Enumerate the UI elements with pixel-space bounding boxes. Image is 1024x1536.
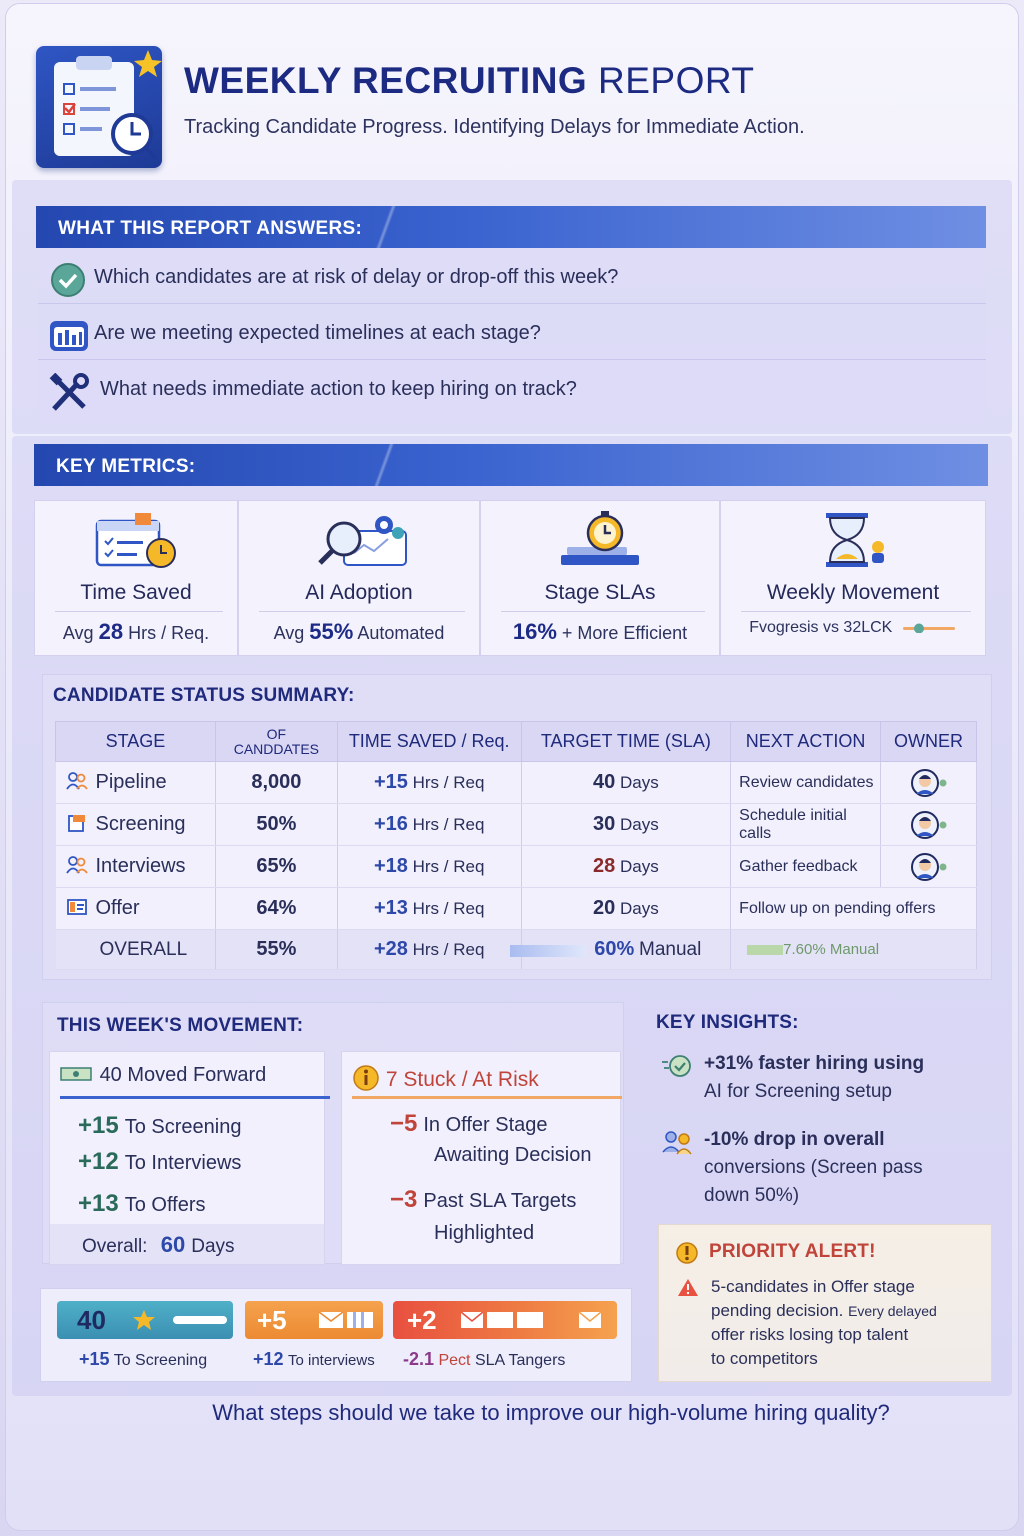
next-action: Schedule initial calls xyxy=(731,804,881,846)
sla-value: 30 xyxy=(592,813,616,835)
metric-value xyxy=(239,619,479,645)
metric-label: AI Adoption xyxy=(305,581,413,604)
stuck-panel xyxy=(341,1051,621,1265)
stage-name: Screening xyxy=(95,813,186,835)
forward-item xyxy=(78,1112,241,1140)
metric-value xyxy=(721,619,985,637)
warning-triangle-icon xyxy=(677,1277,699,1297)
avatar xyxy=(911,852,947,882)
answer-item xyxy=(38,360,986,416)
moved-forward-panel xyxy=(49,1051,325,1265)
stuck-label: / At Risk xyxy=(461,1068,539,1091)
strip-label-text: SLA Tangers xyxy=(474,1352,566,1369)
avatar xyxy=(911,810,947,840)
next-action: Review candidates xyxy=(731,762,881,804)
people-icon xyxy=(66,856,88,874)
stuck-line2: Highlighted xyxy=(434,1222,535,1244)
alert-line: pending decision. xyxy=(711,1301,844,1320)
stuck-line1: In Offer Stage xyxy=(423,1114,548,1136)
overall-label: Overall: xyxy=(82,1236,148,1257)
time-saved-value: +16 xyxy=(373,813,408,835)
candidate-count: 64% xyxy=(215,888,337,930)
next-action: Follow up on pending offers xyxy=(731,888,977,930)
next-action: Gather feedback xyxy=(731,846,881,888)
table-row xyxy=(56,888,977,930)
time-saved-cell xyxy=(337,846,521,888)
stuck-title xyxy=(352,1064,539,1092)
metric-label: Weekly Movement xyxy=(766,581,940,604)
time-saved-unit: Hrs / Req xyxy=(412,773,485,792)
clipboard-clock-logo-icon xyxy=(36,46,162,168)
manual-value: 60% xyxy=(594,938,635,960)
time-saved-cell xyxy=(337,804,521,846)
time-saved-value: +15 xyxy=(373,771,408,793)
sla-value: 20 xyxy=(592,897,616,919)
strip-label xyxy=(79,1349,207,1370)
tools-icon xyxy=(48,373,88,407)
badge-sla-value: +2 xyxy=(407,1305,437,1335)
stage-name: Offer xyxy=(95,897,140,919)
envelope-grid-icon xyxy=(317,1309,377,1331)
status-heading: CANDIDATE STATUS SUMMARY: xyxy=(53,685,355,706)
calendar-chart-icon xyxy=(48,317,88,351)
candidate-count: 65% xyxy=(215,846,337,888)
forward-label: To Screening xyxy=(124,1116,242,1138)
manual-secondary xyxy=(731,930,977,970)
manual-secondary-text: 7.60% Manual xyxy=(783,941,880,958)
status-table xyxy=(55,721,977,970)
alert-heading: PRIORITY ALERT! xyxy=(709,1241,876,1262)
report-header xyxy=(36,46,986,176)
metric-value xyxy=(35,619,237,645)
forward-item xyxy=(78,1190,206,1218)
table-row xyxy=(56,846,977,888)
metric-label: Time Saved xyxy=(80,581,192,604)
time-saved-cell xyxy=(337,762,521,804)
strip-label-text: To Screening xyxy=(113,1352,208,1369)
total-time-saved xyxy=(337,930,521,970)
movement-heading: THIS WEEK'S MOVEMENT: xyxy=(57,1015,304,1036)
manual-label: Manual xyxy=(639,939,702,960)
sla-cell xyxy=(521,762,731,804)
forward-label: To Offers xyxy=(124,1194,206,1216)
table-header-row xyxy=(56,722,977,762)
check-speed-icon xyxy=(660,1052,694,1080)
page-subtitle: Tracking Candidate Progress. Identifying Delays for Immediate Action. xyxy=(184,116,805,138)
forward-value: +13 xyxy=(78,1190,119,1217)
stuck-underline xyxy=(352,1096,622,1099)
footer-question: What steps should we take to improve our high-volume hiring quality? xyxy=(212,1400,890,1425)
stage-cell xyxy=(56,804,216,846)
table-row xyxy=(56,762,977,804)
metric-post: Hrs / Req. xyxy=(128,623,210,643)
stopwatch-stack-icon xyxy=(555,511,645,569)
stuck-item xyxy=(390,1186,576,1214)
money-stack-icon xyxy=(60,1065,94,1083)
title-light: REPORT xyxy=(598,60,755,101)
stuck-item xyxy=(390,1110,548,1138)
forward-item xyxy=(78,1148,241,1176)
badge-forward-bar xyxy=(173,1316,227,1324)
stuck-value: −3 xyxy=(390,1186,418,1213)
forward-value: +12 xyxy=(78,1148,119,1175)
strip-label-value: +12 xyxy=(253,1349,284,1369)
stage-cell xyxy=(56,846,216,888)
manual-secondary-bar xyxy=(747,945,783,955)
sla-unit: Days xyxy=(619,857,659,876)
strip-label xyxy=(253,1349,375,1370)
strip-label-mid: Pect xyxy=(438,1352,471,1369)
time-saved-unit: Hrs / Req xyxy=(412,857,485,876)
sla-unit: Days xyxy=(619,773,659,792)
time-saved-unit: Hrs / Req xyxy=(412,899,485,918)
report-page xyxy=(6,4,1018,1530)
key-insights xyxy=(646,1002,992,1212)
hourglass-icon xyxy=(808,511,898,569)
col-stage: STAGE xyxy=(56,722,216,762)
stuck-line2: Awaiting Decision xyxy=(434,1144,592,1166)
col-candidates-top: OF xyxy=(266,725,287,742)
col-target: TARGET TIME (SLA) xyxy=(521,722,731,762)
col-time-saved: TIME SAVED / Req. xyxy=(337,722,521,762)
answer-item xyxy=(38,248,986,304)
table-total-row xyxy=(56,930,977,970)
stage-cell xyxy=(56,888,216,930)
overall-unit: Days xyxy=(191,1236,235,1257)
alert-line: 5-candidates in Offer stage xyxy=(711,1277,915,1296)
metric-number: 28 xyxy=(98,619,124,644)
alert-line-small: Every delayed xyxy=(848,1303,937,1319)
metric-post: Fvogresis vs 32LCK xyxy=(749,619,893,636)
weekly-movement xyxy=(42,1002,624,1264)
magnifier-gear-icon xyxy=(314,511,404,569)
metrics-heading: KEY METRICS: xyxy=(34,444,988,486)
sla-value: 28 xyxy=(592,855,616,877)
stage-name: Pipeline xyxy=(95,771,167,793)
calendar-clock-icon xyxy=(91,511,181,569)
people-icon xyxy=(66,772,88,790)
alert-line: offer risks losing top talent xyxy=(711,1325,909,1344)
total-time-saved-value: +28 xyxy=(373,938,408,960)
avatar xyxy=(911,768,947,798)
time-saved-unit: Hrs / Req xyxy=(412,815,485,834)
stuck-value: −5 xyxy=(390,1110,418,1137)
sla-unit: Days xyxy=(619,815,659,834)
insight-line: down 50%) xyxy=(704,1185,800,1206)
badge-interviews-value: +5 xyxy=(257,1305,287,1335)
strip-label-text: To interviews xyxy=(288,1352,375,1369)
sla-cell xyxy=(521,804,731,846)
metric-divider xyxy=(501,611,705,612)
answer-text: Are we meeting expected timelines at each stage? xyxy=(94,322,541,344)
strip-label-value: +15 xyxy=(79,1349,110,1369)
stuck-count: 7 Stuck xyxy=(385,1068,456,1091)
badge-sla xyxy=(393,1301,617,1339)
page-title xyxy=(184,60,755,102)
moved-forward-text: 40 Moved Forward xyxy=(99,1064,267,1086)
metric-card-time-saved xyxy=(34,500,238,656)
sla-cell xyxy=(521,846,731,888)
metric-post: Automated xyxy=(357,623,445,643)
insight-item xyxy=(704,1050,924,1106)
forward-label: To Interviews xyxy=(124,1152,242,1174)
owner-cell xyxy=(881,762,977,804)
alert-icon xyxy=(675,1241,699,1265)
answers-list xyxy=(38,248,986,424)
badge-forward-value: 40 xyxy=(77,1305,106,1335)
stage-cell xyxy=(56,762,216,804)
metric-pre: Avg xyxy=(273,623,305,643)
answer-text: Which candidates are at risk of delay or drop-off this week? xyxy=(94,266,619,288)
owner-cell xyxy=(881,846,977,888)
insight-line: conversions (Screen pass xyxy=(704,1157,923,1178)
total-label: OVERALL xyxy=(56,930,216,970)
answer-text: What needs immediate action to keep hiring on track? xyxy=(100,378,577,400)
col-next-action: NEXT ACTION xyxy=(731,722,881,762)
total-manual xyxy=(521,930,731,970)
manual-bar xyxy=(510,945,586,957)
badge-interviews xyxy=(245,1301,383,1339)
metric-post: + More Efficient xyxy=(561,623,688,643)
metric-card-weekly-movement xyxy=(720,500,986,656)
owner-cell xyxy=(881,804,977,846)
envelope-row-icon xyxy=(459,1309,609,1331)
candidate-count: 8,000 xyxy=(215,762,337,804)
stage-name: Interviews xyxy=(95,855,186,877)
insight-item xyxy=(704,1126,923,1210)
check-circle-icon xyxy=(48,261,88,295)
total-time-saved-unit: Hrs / Req xyxy=(412,940,485,959)
metric-label: Stage SLAs xyxy=(544,581,656,604)
movement-badge-strip xyxy=(40,1288,632,1382)
overall-value: 60 xyxy=(160,1232,186,1257)
metric-divider xyxy=(55,611,223,612)
time-saved-value: +13 xyxy=(373,897,408,919)
overall-days xyxy=(50,1224,324,1264)
metric-value xyxy=(481,619,719,645)
moved-forward-underline xyxy=(60,1096,330,1099)
moved-forward-title xyxy=(60,1064,266,1087)
metric-divider xyxy=(259,611,465,612)
document-icon xyxy=(66,814,88,832)
forward-value: +15 xyxy=(78,1112,119,1139)
badge-forward xyxy=(57,1301,233,1339)
col-candidates-bottom: CANDDATES xyxy=(233,740,320,757)
table-row xyxy=(56,804,977,846)
alert-body xyxy=(711,1275,937,1371)
id-card-icon xyxy=(66,898,88,916)
metric-divider xyxy=(741,611,971,612)
metric-number: 55% xyxy=(309,619,354,644)
sla-unit: Days xyxy=(619,899,659,918)
insight-line: -10% drop in overall xyxy=(704,1129,885,1150)
status-summary xyxy=(42,674,992,980)
metric-card-stage-slas xyxy=(480,500,720,656)
metric-number: 16% xyxy=(512,619,557,644)
metric-card-ai-adoption xyxy=(238,500,480,656)
progress-slider-icon xyxy=(901,623,957,633)
info-warning-icon xyxy=(352,1064,380,1092)
metric-pre: Avg xyxy=(62,623,94,643)
col-owner: OWNER xyxy=(881,722,977,762)
time-saved-value: +18 xyxy=(373,855,408,877)
col-candidates xyxy=(215,722,337,762)
total-count: 55% xyxy=(215,930,337,970)
alert-line: to competitors xyxy=(711,1349,818,1368)
star-icon xyxy=(131,1309,157,1331)
priority-alert xyxy=(658,1224,992,1382)
candidate-count: 50% xyxy=(215,804,337,846)
time-saved-cell xyxy=(337,888,521,930)
answer-item xyxy=(38,304,986,360)
stuck-line1: Past SLA Targets xyxy=(423,1190,577,1212)
title-bold: WEEKLY RECRUITING xyxy=(184,60,588,101)
insights-heading: KEY INSIGHTS: xyxy=(656,1012,799,1033)
insight-line: AI for Screening setup xyxy=(704,1081,892,1102)
people-drop-icon xyxy=(660,1128,700,1156)
sla-value: 40 xyxy=(592,771,616,793)
strip-label-value: -2.1 xyxy=(403,1349,435,1369)
sla-cell xyxy=(521,888,731,930)
insight-line: +31% faster hiring using xyxy=(704,1053,925,1074)
answers-heading: WHAT THIS REPORT ANSWERS: xyxy=(36,206,986,248)
strip-label xyxy=(403,1349,565,1370)
